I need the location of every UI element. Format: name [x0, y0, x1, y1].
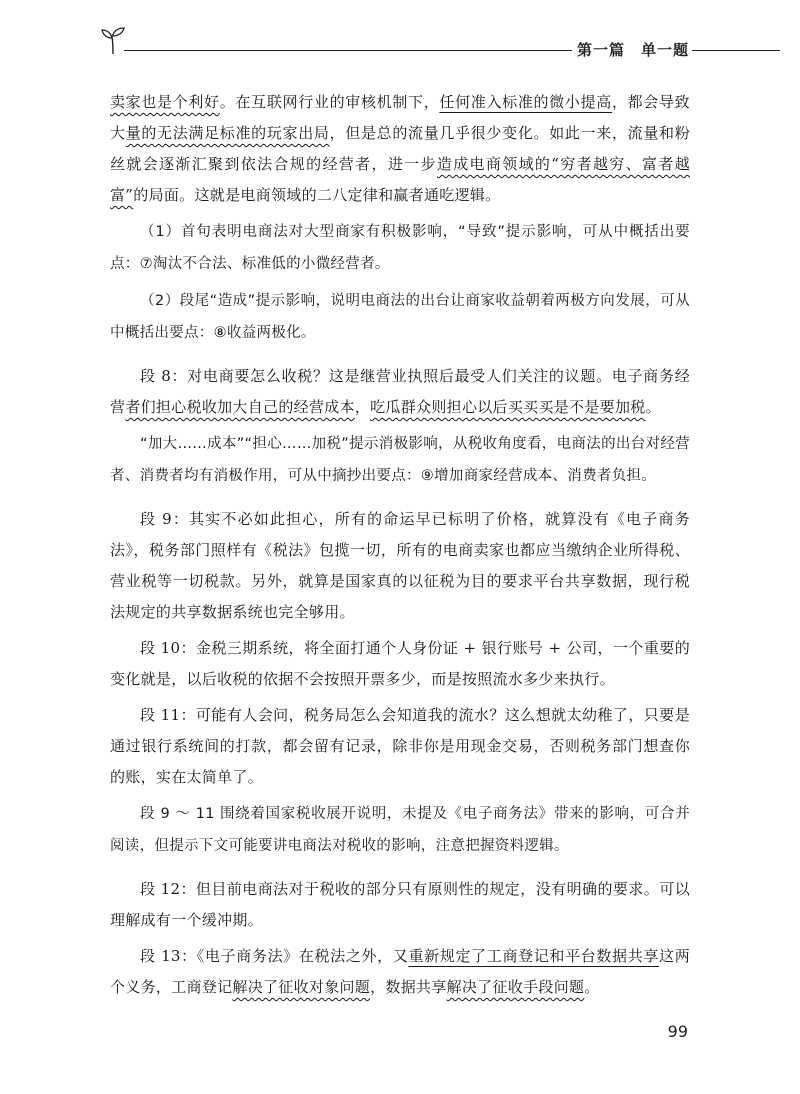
text-run: ，数据共享	[370, 978, 447, 996]
wavy-underline-text: 吃瓜群众则担心以后买买买是不是要加税	[370, 398, 646, 416]
paragraph-13	[110, 941, 690, 1003]
paragraph-8	[110, 361, 690, 423]
paragraph-9: 段 9：其实不必如此担心，所有的命运早已标明了价格，就算没有《电子商务法》，税务部门照样有《税法》包揽一切，所有的电商卖家也都应当缴纳企业所得税、营业税等一切税款。另外，就算是国家真的以征税为目的要求平台共享数据，现行税法规定的共享数据系统也完全够用。	[110, 510, 690, 621]
page-body	[110, 87, 690, 1003]
underlined-text: 任何准入标准的微小提高	[439, 93, 612, 111]
text-run: 段 8：对电商要怎么收税？这是继营业执照后最受人们关注的议题。电子商务经营	[110, 367, 690, 416]
wavy-underline-text: 解决了征收对象问题	[232, 978, 371, 996]
underlined-text: 重新规定了工商登记和平台数据共享	[408, 947, 660, 965]
paragraph-10: 段 10：金税三期系统，将全面打通个人身份证 + 银行账号 + 公司，一个重要的变化就是，以后收税的依据不会按照开票多少，而是按照流水多少来执行。	[110, 639, 690, 688]
analysis-note-1: （1）首句表明电商法对大型商家有积极影响，“导致”提示影响，可从中概括出要点：⑦淘汰不合法、标准低的小微经营者。	[110, 224, 690, 272]
text-run: ，但是总的流量几乎很少变化。如此一来，流量和粉丝就会逐渐汇聚到依法合规的经营者，进一步	[110, 124, 690, 173]
paragraph-continuation	[110, 87, 690, 211]
header-rule-left	[124, 50, 572, 51]
wavy-underline-text: 解决了征收手段问题	[446, 978, 585, 996]
wavy-underline-text: 造成电商领域的“穷者越穷、富者越富”	[110, 155, 690, 204]
text-run: ，	[354, 398, 371, 416]
wavy-underline-text: 卖家也是个利好	[110, 93, 220, 111]
text-run: 段 13：《电子商务法》在税法之外，又	[140, 947, 409, 965]
text-run: 。	[645, 398, 661, 416]
page-number: 99	[667, 1022, 688, 1041]
wavy-underline-text: 量的无法满足标准的玩家出局	[125, 124, 330, 142]
header-rule-right	[692, 50, 780, 51]
paragraph-11: 段 11：可能有人会问，税务局怎么会知道我的流水？这么想就太幼稚了，只要是通过银行系统间的打款，都会留有记录，除非你是用现金交易，否则税务部门想查你的账，实在太简单了。	[110, 706, 690, 786]
analysis-note-2: （2）段尾“造成”提示影响，说明电商法的出台让商家收益朝着两极方向发展，可从中概括出要点：⑧收益两极化。	[110, 293, 690, 341]
text-run: 这两个义务，工商登记	[110, 947, 690, 996]
paragraph-12: 段 12：但目前电商法对于税收的部分只有原则性的规定，没有明确的要求。可以理解成有一个缓冲期。	[110, 880, 690, 929]
sprout-icon	[100, 24, 126, 56]
text-run: 的局面。这就是电商领域的二八定律和赢者通吃逻辑。	[133, 186, 501, 204]
header-title: 第一篇 单一题	[576, 41, 689, 59]
analysis-note-4: 段 9 ～ 11 围绕着国家税收展开说明，未提及《电子商务法》带来的影响，可合并阅读，但提示下文可能要讲电商法对税收的影响，注意把握资料逻辑。	[110, 806, 690, 854]
text-run: 。	[584, 978, 600, 996]
analysis-note-3: “加大……成本”“担心……加税”提示消极影响，从税收角度看，电商法的出台对经营者、消费者均有消极作用，可从中摘抄出要点：⑨增加商家经营成本、消费者负担。	[110, 436, 690, 484]
wavy-underline-text: 者们担心税收加大自己的经营成本	[125, 398, 355, 416]
text-run: ，都会导致大	[110, 93, 690, 142]
running-header	[100, 22, 780, 58]
text-run: 。在互联网行业的审核机制下，	[219, 93, 440, 111]
